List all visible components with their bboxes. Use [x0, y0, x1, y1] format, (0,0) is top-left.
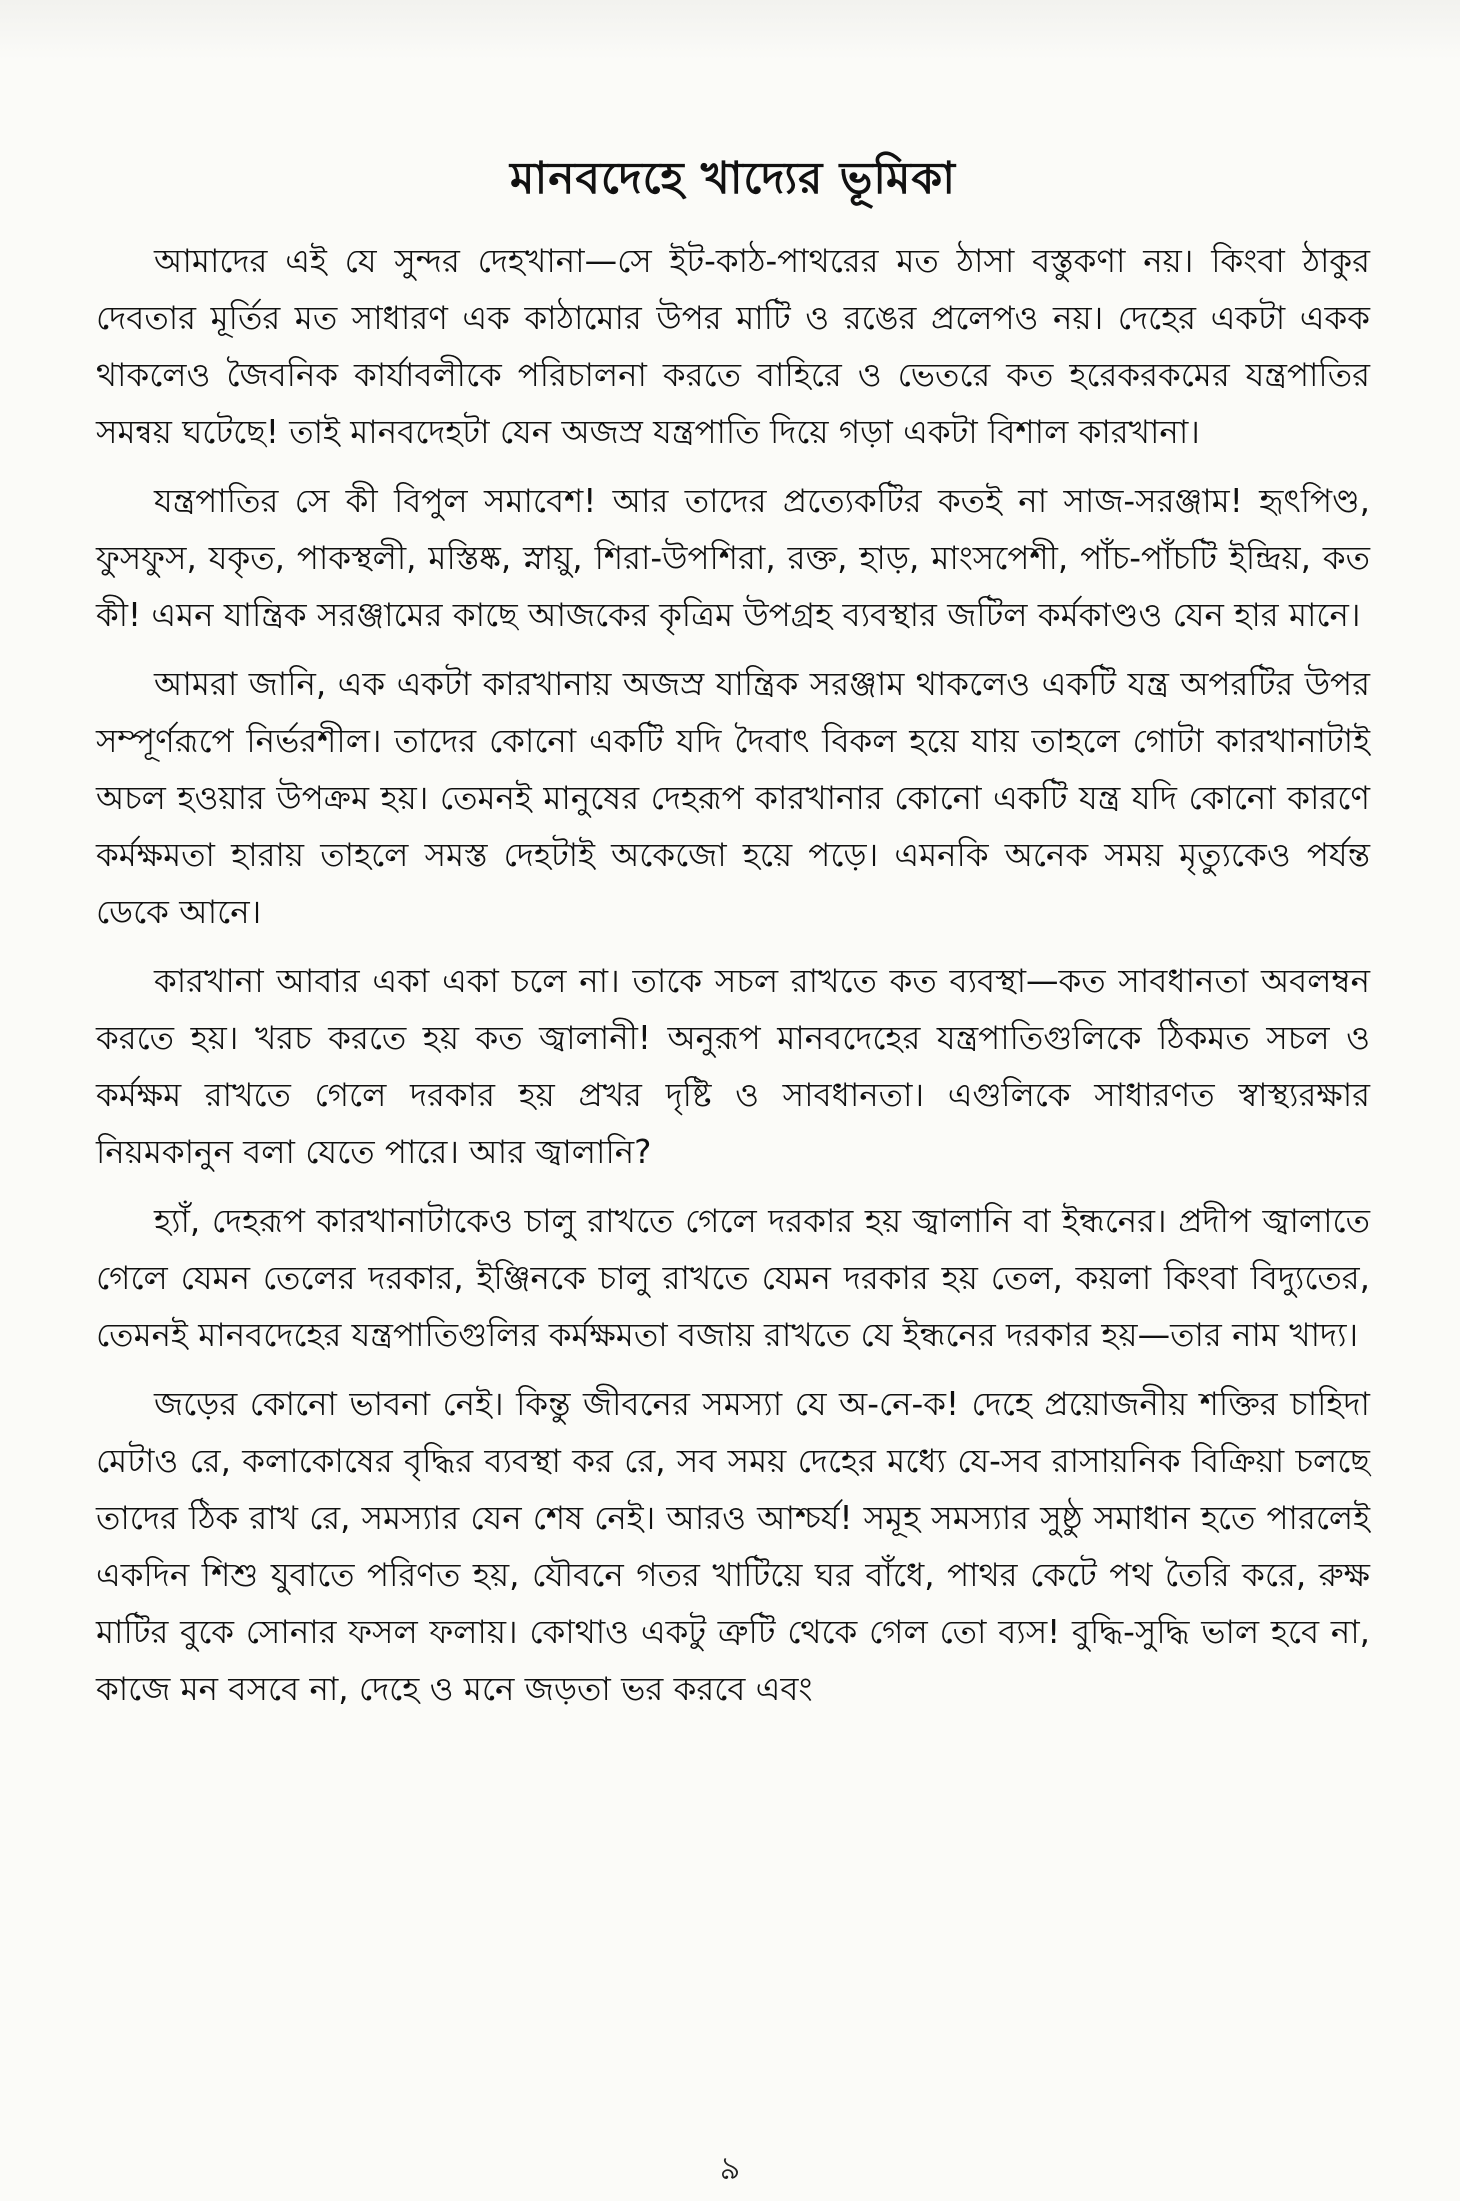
paragraph-4: কারখানা আবার একা একা চলে না। তাকে সচল রাখতে কত ব্যবস্থা—কত সাবধানতা অবলম্বন করতে হয়। খরচ করতে হয় কত জ্বালানী! অনুরূপ মানবদেহের যন্ত্রপাতিগুলিকে ঠিকমত সচল ও কর্মক্ষম রাখতে গেলে দরকার হয় প্রখর দৃষ্টি ও সাবধানতা। এগুলিকে সাধারণত স্বাস্থ্যরক্ষার নিয়মকানুন বলা যেতে পারে। আর জ্বালানি? — [96, 962, 1370, 1172]
page-number: ৯ — [719, 2149, 741, 2187]
paragraph-1: আমাদের এই যে সুন্দর দেহখানা—সে ইট-কাঠ-পাথরের মত ঠাসা বস্তুকণা নয়। কিংবা ঠাকুর দেবতার মূর্তির মত সাধারণ এক কাঠামোর উপর মাটি ও রঙের প্রলেপও নয়। দেহের একটা একক থাকলেও জৈবনিক কার্যাবলীকে পরিচালনা করতে বাহিরে ও ভেতরে কত হরেকরকমের যন্ত্রপাতির সমন্বয় ঘটেছে! তাই মানবদেহটা যেন অজস্র যন্ত্রপাতি দিয়ে গড়া একটা বিশাল কারখানা। — [96, 242, 1370, 452]
paragraph-5: হ্যাঁ, দেহরূপ কারখানাটাকেও চালু রাখতে গেলে দরকার হয় জ্বালানি বা ইন্ধনের। প্রদীপ জ্বালাতে গেলে যেমন তেলের দরকার, ইঞ্জিনকে চালু রাখতে যেমন দরকার হয় তেল, কয়লা কিংবা বিদ্যুতের, তেমনই মানবদেহের যন্ত্রপাতিগুলির কর্মক্ষমতা বজায় রাখতে যে ইন্ধনের দরকার হয়—তার নাম খাদ্য। — [96, 1202, 1370, 1355]
paragraph-6: জড়ের কোনো ভাবনা নেই। কিন্তু জীবনের সমস্যা যে অ-নে-ক! দেহে প্রয়োজনীয় শক্তির চাহিদা মেটাও রে, কলাকোষের বৃদ্ধির ব্যবস্থা কর রে, সব সময় দেহের মধ্যে যে-সব রাসায়নিক বিক্রিয়া চলছে তাদের ঠিক রাখ রে, সমস্যার যেন শেষ নেই। আরও আশ্চর্য! সমূহ সমস্যার সুষ্ঠু সমাধান হতে পারলেই একদিন শিশু যুবাতে পরিণত হয়, যৌবনে গতর খাটিয়ে ঘর বাঁধে, পাথর কেটে পথ তৈরি করে, রুক্ষ মাটির বুকে সোনার ফসল ফলায়। কোথাও একটু ত্রুটি থেকে গেল তো ব্যস! বুদ্ধি-সুদ্ধি ভাল হবে না, কাজে মন বসবে না, দেহে ও মনে জড়তা ভর করবে এবং — [96, 1385, 1370, 1709]
paragraph-2: যন্ত্রপাতির সে কী বিপুল সমাবেশ! আর তাদের প্রত্যেকটির কতই না সাজ-সরঞ্জাম! হৃৎপিণ্ড, ফুসফুস, যকৃত, পাকস্থলী, মস্তিষ্ক, স্নায়ু, শিরা-উপশিরা, রক্ত, হাড়, মাংসপেশী, পাঁচ-পাঁচটি ইন্দ্রিয়, কত কী! এমন যান্ত্রিক সরঞ্জামের কাছে আজকের কৃত্রিম উপগ্রহ ব্যবস্থার জটিল কর্মকাণ্ডও যেন হার মানে। — [96, 482, 1370, 635]
paragraph-3: আমরা জানি, এক একটা কারখানায় অজস্র যান্ত্রিক সরঞ্জাম থাকলেও একটি যন্ত্র অপরটির উপর সম্পূর্ণরূপে নির্ভরশীল। তাদের কোনো একটি যদি দৈবাৎ বিকল হয়ে যায় তাহলে গোটা কারখানাটাই অচল হওয়ার উপক্রম হয়। তেমনই মানুষের দেহরূপ কারখানার কোনো একটি যন্ত্র যদি কোনো কারণে কর্মক্ষমতা হারায় তাহলে সমস্ত দেহটাই অকেজো হয়ে পড়ে। এমনকি অনেক সময় মৃত্যুকেও পর্যন্ত ডেকে আনে। — [96, 665, 1370, 932]
page-title: মানবদেহে খাদ্যের ভূমিকা — [510, 153, 956, 204]
scan-edge-shading — [0, 0, 1460, 60]
